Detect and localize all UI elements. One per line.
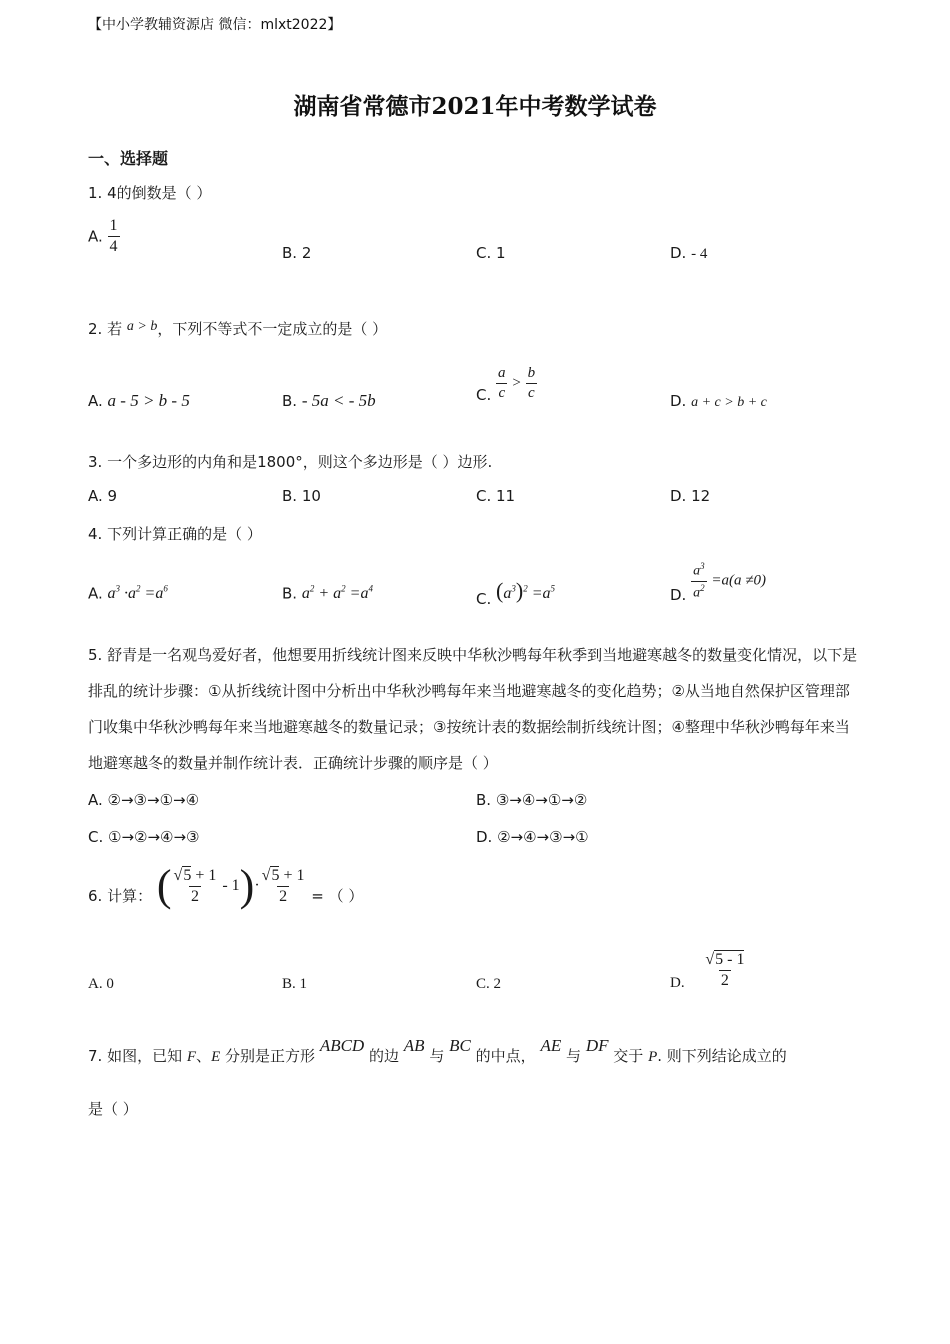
numerator: b	[527, 365, 536, 381]
denominator: 2	[720, 972, 729, 989]
left-bracket: (	[156, 861, 172, 910]
q5-option-d: D. ②→④→③→①	[476, 828, 589, 846]
denominator: c	[527, 385, 535, 401]
option-label: C.	[476, 386, 492, 404]
greater-than: >	[512, 375, 521, 391]
denominator: 2	[190, 887, 199, 905]
question-5-stem: 5. 舒青是一名观鸟爱好者，他想要用折线统计图来反映中华秋沙鸭每年秋季到当地避寒越冬的数量变化情况，以下是排乱的统计步骤：①从折线统计图中分析出中华秋沙鸭每年来当地避寒越冬的变化趋势；②从当地自然保护区管理部门收集中华秋沙鸭每年来当地避寒越冬的数量记录；③按统计表的数据绘制折线统计图；④整理中华秋沙鸭每年来当地避寒越冬的数量并制作统计表．正确统计步骤的顺序是（ ）	[88, 646, 858, 772]
option-label: A.	[88, 392, 103, 410]
segment-label: AE	[540, 1036, 562, 1055]
stem-part: 的边	[368, 1047, 399, 1065]
section-heading: 一、选择题	[88, 149, 169, 168]
q1-option-b: B. 2	[282, 244, 312, 262]
q6-option-a: A. 0	[88, 976, 114, 992]
point-label: E	[211, 1049, 221, 1065]
question-1-stem: 1. 4的倒数是（ ）	[88, 184, 212, 202]
stem-part: 与	[566, 1047, 582, 1065]
q3-option-c: C. 11	[476, 487, 516, 505]
question-4-stem: 4. 下列计算正确的是（ ）	[88, 525, 262, 543]
point-label: P	[648, 1049, 658, 1065]
q4-option-c	[476, 578, 555, 608]
q6-option-d	[670, 952, 746, 989]
stem-part: 分别是正方形	[225, 1047, 316, 1065]
stem-part: 、	[196, 1047, 212, 1065]
fraction-left	[496, 366, 508, 401]
stem-prefix: 6. 计算：	[88, 886, 153, 905]
formula: $a^2 + a^2 =a^4$	[301, 584, 373, 603]
stem-suffix: = （ ）	[311, 886, 364, 905]
stem-part: 与	[429, 1047, 445, 1065]
option-expression: a + c > b + c	[691, 395, 767, 410]
stem-part: 交于	[613, 1047, 644, 1065]
option-label: D.	[670, 585, 687, 604]
numerator: √5 + 1	[173, 866, 217, 884]
fraction	[108, 218, 120, 255]
denominator: c	[498, 385, 506, 401]
stem-suffix: ，下列不等式不一定成立的是（ ）	[157, 320, 388, 338]
numerator: √5 + 1	[261, 866, 305, 884]
option-value: - 4	[691, 246, 708, 262]
formula: $(a^3)^2 =a^5$	[496, 578, 555, 603]
q3-option-d: D. 12	[670, 487, 711, 505]
q3-option-a: A. 9	[88, 487, 118, 505]
numerator: $a^3$	[693, 561, 705, 579]
option-label: D.	[670, 975, 685, 991]
q2-option-c	[476, 365, 537, 404]
option-label: D.	[670, 392, 687, 410]
segment-label: AB	[403, 1036, 425, 1055]
q2-option-b	[282, 391, 376, 411]
fraction	[172, 868, 219, 905]
formula: =a(a ≠0)	[711, 572, 766, 589]
q3-option-b: B. 10	[282, 487, 321, 505]
question-6-stem	[88, 861, 364, 910]
fraction-right	[526, 366, 538, 401]
shape-label: ABCD	[319, 1036, 365, 1055]
numerator: 1	[109, 217, 118, 234]
header-watermark: 【中小学教辅资源店 微信：mlxt2022】	[88, 17, 342, 33]
option-expression: - 5a < - 5b	[301, 391, 376, 410]
stem-part: 的中点，	[475, 1047, 536, 1065]
q4-option-a	[88, 584, 168, 603]
option-label: D.	[670, 244, 687, 262]
denominator: 4	[109, 238, 118, 255]
page-title: 湖南省常德市2021年中考数学试卷	[293, 93, 657, 120]
denominator: $a^2$	[693, 582, 705, 601]
q6-option-b: B. 1	[282, 976, 308, 992]
numerator: √5 - 1	[705, 951, 745, 968]
formula: $a^3 \cdot a^2 =a^6$	[107, 584, 168, 603]
numerator: a	[498, 365, 506, 381]
segment-label: DF	[585, 1036, 609, 1055]
question-3-stem: 3. 一个多边形的内角和是1800°，则这个多边形是（ ）边形.	[88, 453, 493, 471]
q2-option-d	[670, 392, 767, 411]
q2-option-a	[88, 391, 190, 411]
q1-option-d	[670, 244, 707, 263]
q4-option-d	[670, 561, 766, 604]
option-label: A.	[88, 584, 103, 603]
stem-part: 7. 如图，已知	[88, 1047, 183, 1065]
q4-option-b	[282, 584, 373, 603]
denominator: 2	[279, 887, 288, 905]
stem-prefix: 2. 若	[88, 320, 123, 338]
condition: a > b	[126, 319, 158, 334]
q1-option-a	[88, 218, 120, 255]
option-expression: a - 5 > b - 5	[107, 391, 190, 410]
minus-one: - 1	[218, 877, 240, 894]
q1-option-c: C. 1	[476, 244, 506, 262]
fraction	[260, 868, 307, 905]
formula	[156, 861, 307, 910]
fraction	[703, 952, 746, 989]
question-7-stem-line2: 是（ ）	[88, 1100, 138, 1118]
q5-option-c: C. ①→②→④→③	[88, 828, 200, 846]
option-label: B.	[282, 584, 298, 603]
option-label: A.	[88, 227, 103, 246]
right-bracket: )	[239, 861, 255, 910]
stem-part: . 则下列结论成立的	[657, 1047, 787, 1065]
segment-label: BC	[449, 1036, 471, 1055]
option-label: C.	[476, 590, 492, 608]
q5-option-a: A. ②→③→①→④	[88, 791, 200, 809]
q6-option-c: C. 2	[476, 976, 502, 992]
option-label: B.	[282, 392, 298, 410]
question-2-stem	[88, 318, 387, 339]
fraction	[691, 562, 707, 600]
dot: ·	[254, 877, 260, 894]
point-label: F	[186, 1049, 197, 1065]
q5-option-b: B. ③→④→①→②	[476, 791, 588, 809]
question-7-stem	[88, 1034, 787, 1079]
